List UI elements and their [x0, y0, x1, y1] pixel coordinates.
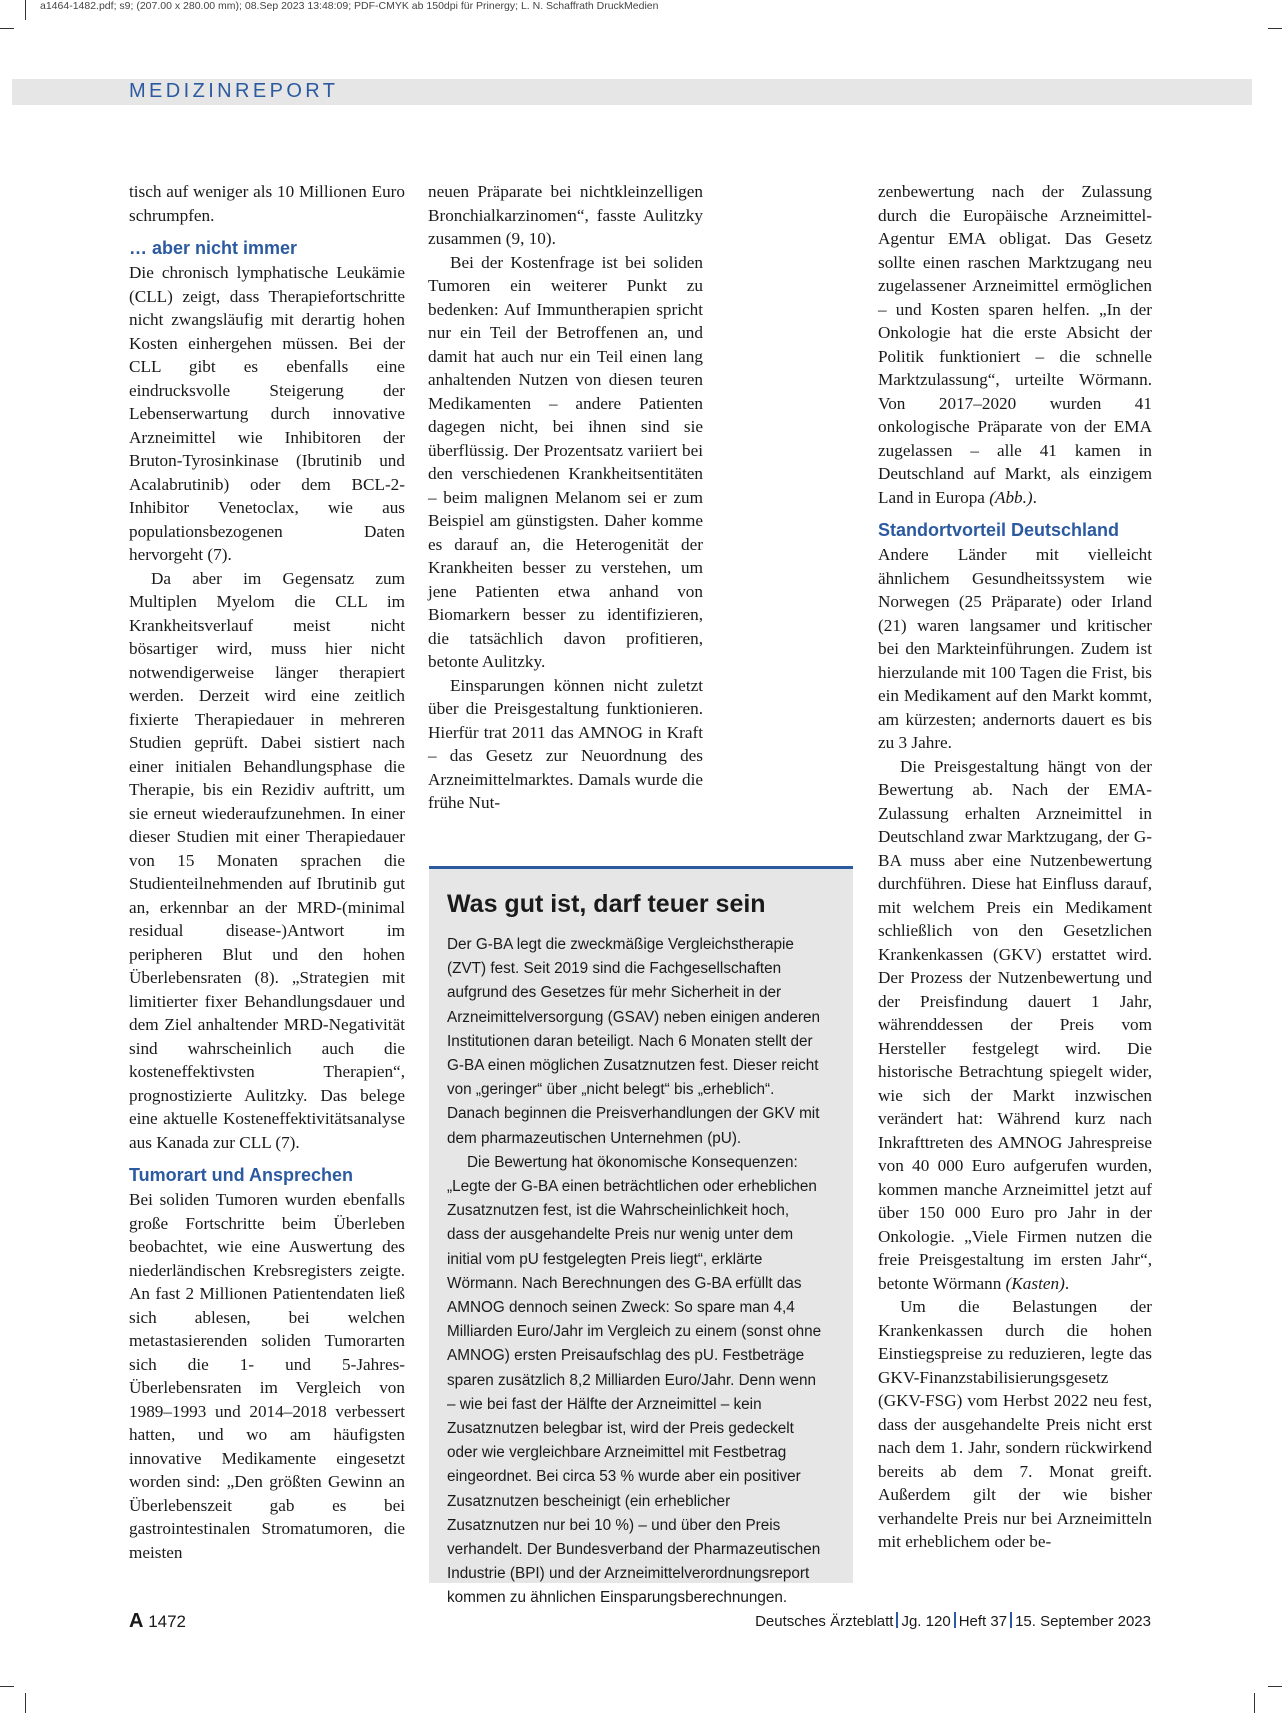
paragraph: tisch auf weniger als 10 Millionen Euro schrumpfen. — [129, 182, 405, 225]
paragraph: Andere Länder mit vielleicht ähnlichem Gesundheitssystem wie Norwegen (25 Präparate) oder Irland (21) waren langsamer und kritischer bei den Markteinführungen. Zudem ist hierzulande mit 100 Tagen die Frist, bis ein Medikament auf den Markt kommt, am kürzesten; andernorts dauert es bis zu 3 Jahre. — [878, 545, 1152, 752]
paragraph-text: . — [1064, 1273, 1070, 1293]
page-number-value: 1472 — [148, 1612, 187, 1631]
journal-issue: Heft 37 — [958, 1613, 1008, 1630]
crop-mark — [1268, 28, 1282, 29]
paragraph — [878, 755, 1152, 1296]
text-column-1 — [129, 180, 405, 1564]
page-prefix: A — [129, 1610, 144, 1632]
separator — [1010, 1612, 1012, 1628]
text-column-2 — [428, 180, 703, 815]
info-box — [429, 866, 853, 1607]
paragraph: Einsparungen können nicht zuletzt über die Preisgestaltung funktionieren. Hierfür trat 2011 das AMNOG in Kraft – das Gesetz zur Neuordnung des Arzneimittelmarktes. Damals wurde die frühe Nut- — [428, 675, 703, 812]
journal-name: Deutsches Ärzteblatt — [755, 1613, 894, 1630]
crop-mark — [1254, 1693, 1255, 1713]
crop-mark — [1268, 1686, 1282, 1687]
figure-reference[interactable]: (Abb.) — [989, 487, 1033, 507]
printer-info-line: a1464-1482.pdf; s9; (207.00 x 280.00 mm); 08.Sep 2023 13:48:09; PDF-CMYK ab 150dpi für Prinergy; L. N. Schaffrath DruckMedien — [40, 0, 659, 12]
subheading: Standortvorteil Deutschland — [878, 520, 1120, 540]
paragraph: Die chronisch lymphatische Leukämie (CLL) zeigt, dass Therapiefortschritte nicht zwangsläufig mit derartig hohen Kosten einhergehen müssen. Bei der CLL gibt es ebenfalls eine eindrucksvolle Steigerung der Lebenserwartung durch innovative Arzneimittel wie Inhibitoren der Bruton-Tyrosinkinase (Ibrutinib und Acalabrutinib) oder dem BCL-2-Inhibitor Venetoclax, wie aus populationsbezogenen Daten hervorgeht (7). — [129, 263, 405, 564]
paragraph — [878, 180, 1152, 509]
subheading: … aber nicht immer — [129, 238, 298, 258]
journal-volume: Jg. 120 — [901, 1613, 951, 1630]
crop-mark — [0, 28, 14, 29]
separator — [896, 1612, 898, 1628]
text-column-3 — [878, 180, 1152, 1554]
crop-mark — [25, 1693, 26, 1713]
info-box-title: Was gut ist, darf teuer sein — [447, 890, 766, 918]
paragraph-text: zenbewertung nach der Zulassung durch die Europäische Arzneimittel-Agentur EMA obligat. Das Gesetz sollte einen raschen Marktzugang neu zugelassener Arzneimittel ermöglichen – und Kosten sparen helfen. „In der Onkologie hat die erste Absicht der Politik funktioniert – die schnelle Marktzulassung“, urteilte Wörmann. Von 2017–2020 wurden 41 onkologische Präparate von der EMA zugelassen – alle 41 kamen in Deutschland auf Markt, als einzigem Land in Europa — [878, 182, 1152, 507]
paragraph-text: Die Preisgestaltung hängt von der Bewertung ab. Nach der EMA-Zulassung erhalten Arzneimittel in Deutschland zwar Marktzugang, der G-BA muss aber eine Nutzenbewertung durchführen. Diese hat Einfluss darauf, mit welchem Preis ein Medikament schließlich von den Gesetzlichen Krankenkassen (GKV) erstattet wird. Der Prozess der Nutzenbewertung und der Preisfindung dauert 1 Jahr, währenddessen der Preis vom Hersteller festgelegt wird. Die historische Betrachtung spiegelt wider, wie sich der Markt inzwischen verändert hat: Während kurz nach Inkrafttreten des AMNOG Jahrespreise von 40 000 Euro aufgerufen wurden, kommen manche Arzneimittel jetzt auf über 150 000 Euro pro Jahr in der Onkologie. „Viele Firmen nutzen die freie Preisgestaltung im ersten Jahr“, betonte Wörmann — [878, 756, 1152, 1293]
paragraph: Bei der Kostenfrage ist bei soliden Tumoren ein weiterer Punkt zu bedenken: Auf Immuntherapien spricht nur ein Teil der Betroffenen an, und damit hat auch nur ein Teil einen lang anhaltenden Nutzen von diesen teuren Medikamenten – andere Patienten dagegen nicht, bei ihnen sind sie überflüssig. Der Prozentsatz variiert bei den verschiedenen Krankheitsentitäten – beim malignen Melanom sei er zum Beispiel am günstigsten. Daher komme es darauf an, die Heterogenität der Krankheiten besser zu verstehen, um jene Patienten etwa anhand von Biomarkern besser zu identifizieren, die tatsächlich davon profitieren, betonte Aulitzky. — [428, 252, 703, 671]
journal-info — [755, 1612, 1151, 1630]
separator — [954, 1612, 956, 1628]
paragraph: Um die Belastungen der Krankenkassen durch die hohen Einstiegspreise zu reduzieren, legte das GKV-Finanzstabilisierungsgesetz (GKV-FSG) vom Herbst 2022 neu fest, dass der ausgehandelte Preis nicht erst nach dem 1. Jahr, sondern rückwirkend bereits ab dem 7. Monat greift. Außerdem gilt der wie bisher verhandelte Preis nur bei Arzneimitteln mit erheblichem oder be- — [878, 1297, 1152, 1551]
paragraph-text: . — [1032, 487, 1037, 507]
crop-mark — [0, 1686, 14, 1687]
crop-mark — [25, 0, 26, 20]
paragraph: neuen Präparate bei nichtkleinzelligen Bronchialkarzinomen“, fasste Aulitzky zusammen (9, 10). — [428, 182, 703, 248]
subheading: Tumorart und Ansprechen — [129, 1165, 354, 1185]
info-box-paragraph: Der G-BA legt die zweckmäßige Vergleichstherapie (ZVT) fest. Seit 2019 sind die Fachgesellschaften aufgrund des Gesetzes für mehr Sicherheit in der Arzneimittelversorgung (GSAV) neben einigen anderen Institutionen daran beteiligt. Nach 6 Monaten stellt der G-BA einen möglichen Zusatznutzen fest. Dieser reicht von „geringer“ über „nicht belegt“ bis „erheblich“. Danach beginnen die Preisverhandlungen der GKV mit dem pharmazeutischen Unternehmen (pU). — [447, 936, 821, 1147]
box-reference[interactable]: (Kasten) — [1005, 1273, 1065, 1293]
paragraph: Bei soliden Tumoren wurden ebenfalls große Fortschritte beim Überleben beobachtet, wie eine Auswertung des niederländischen Krebsregisters zeigte. An fast 2 Millionen Patientendaten ließ sich ablesen, bei welchen metastasierenden soliden Tumorarten sich die 1- und 5-Jahres-Überlebensraten im Vergleich von 1989–1993 und 2014–2018 verbessert hatten, und wo am häufigsten innovative Medikamente eingesetzt worden sind: „Den größten Gewinn an Überlebenszeit gab es bei gastrointestinalen Stromatumoren, die meisten — [129, 1190, 405, 1562]
paragraph: Da aber im Gegensatz zum Multiplen Myelom die CLL im Krankheitsverlauf meist nicht bösartiger wird, muss hier nicht notwendigerweise länger therapiert werden. Derzeit wird eine zeitlich fixierte Therapiedauer in mehreren Studien geprüft. Dabei sistiert nach einer initialen Behandlungsphase die Therapie, bis ein Rezidiv auftritt, um sie erneut wiederaufzunehmen. In einer dieser Studien mit einer Therapiedauer von 15 Monaten sprachen die Studienteilnehmenden auf Ibrutinib gut an, erkennbar an der MRD-(minimal residual disease-)Antwort im peripheren Blut und den hohen Überlebensraten (8). „Strategien mit limitierter fixer Behandlungsdauer und dem Ziel anhaltender MRD-Negativität sind wahrscheinlich auch die kosteneffektivsten Therapien“, prognostizierte Aulitzky. Das belege eine aktuelle Kosteneffektivitätsanalyse aus Kanada zur CLL (7). — [129, 568, 405, 1152]
section-title: MEDIZINREPORT — [129, 80, 339, 102]
info-box-paragraph: Die Bewertung hat ökonomische Konsequenzen: „Legte der G-BA einen beträchtlichen oder erheblichen Zusatznutzen fest, ist die Wahrscheinlichkeit hoch, dass der ausgehandelte Preis nur wenig unter dem initial vom pU festgelegten Preis liegt“, erklärte Wörmann. Nach Berechnungen des G-BA erfüllt das AMNOG dennoch seinen Zweck: So spare man 4,4 Milliarden Euro/Jahr im Vergleich zu einem (sonst ohne AMNOG) ersten Preisaufschlag des pU. Festbeträge sparen zusätzlich 8,2 Milliarden Euro/Jahr. Denn wenn – wie bei fast der Hälfte der Arzneimittel – kein Zusatznutzen belegbar ist, wird der Preis gedeckelt oder wie vergleichbare Arzneimittel mit Festbetrag eingeordnet. Bei circa 53 % wurde aber ein positiver Zusatznutzen bescheinigt (ein erheblicher Zusatznutzen nur bei 10 %) – und über den Preis verhandelt. Der Bundesverband der Pharmazeutischen Industrie (BPI) und der Arzneimittelverordnungsreport kommen zu ähnlichen Einsparungsberechnungen. — [447, 1153, 822, 1607]
page-number — [129, 1610, 186, 1633]
journal-date: 15. September 2023 — [1015, 1613, 1151, 1630]
